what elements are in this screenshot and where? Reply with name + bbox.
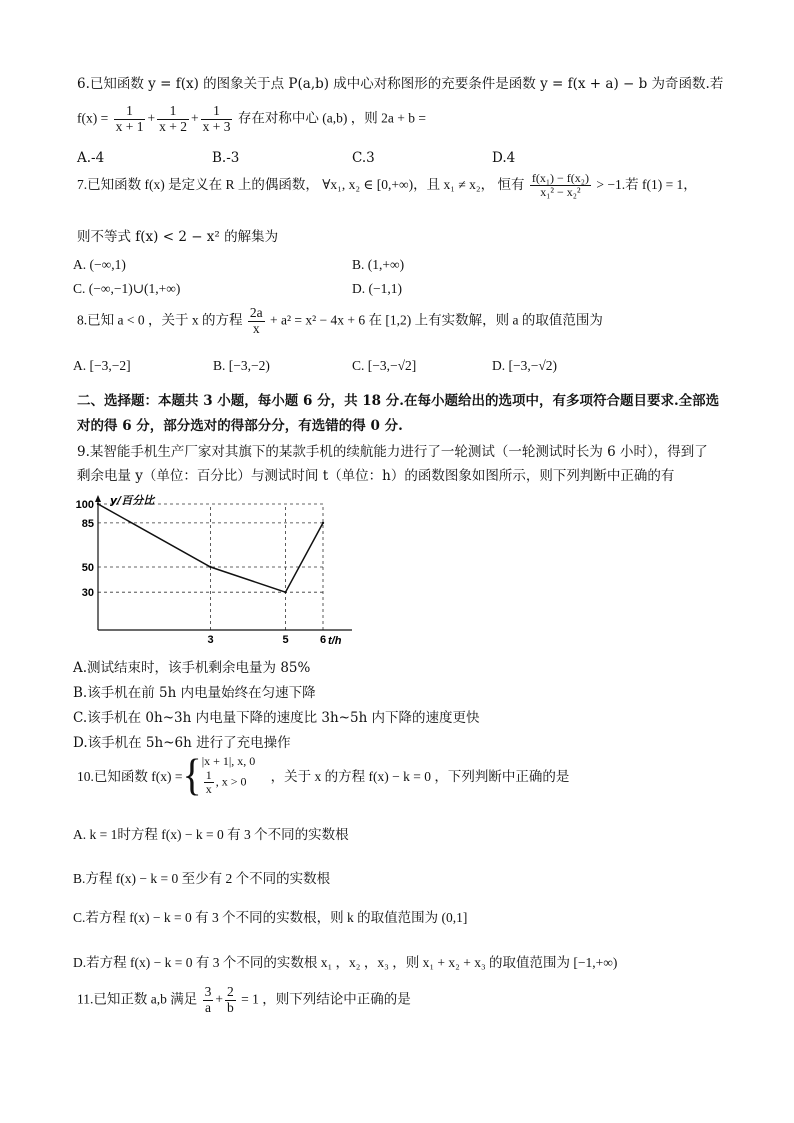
battery-line	[98, 504, 323, 592]
plus-sign: +	[147, 110, 156, 126]
y-tick-label: 100	[75, 499, 94, 511]
x-axis-label: t/h	[328, 635, 342, 645]
q6-option-d: D.4	[492, 150, 516, 166]
q8-option-d: D. [−3,−√2)	[492, 358, 558, 373]
y-tick-label: 85	[81, 517, 94, 530]
q7-option-a: A. (−∞,1)	[73, 257, 126, 272]
q6-frac-2: $\frac{1}{x + 2}$	[159, 103, 187, 134]
q6-f-prefix: f(x) =	[77, 110, 109, 126]
q7-line2: 则不等式 f(x) < 2 − x² 的解集为	[77, 229, 279, 245]
q10-case1: |x + 1|, x, 0	[201, 754, 256, 768]
q6-line2-suffix: 存在对称中心 (a,b) ，则 2a + b =	[237, 110, 426, 126]
x-tick-label: 3	[207, 634, 214, 645]
q10-prefix: 10.已知函数 f(x) =	[77, 769, 183, 785]
y-tick-label: 30	[81, 587, 94, 600]
q11-frac-2: $\frac{2}{b}$	[227, 984, 234, 1015]
q10-cases	[202, 754, 256, 796]
chart-labels	[76, 494, 342, 645]
plus-sign: +	[215, 991, 223, 1007]
q8-option-b: B. [−3,−2)	[213, 358, 270, 373]
y-axis-arrow	[95, 495, 101, 502]
q8-option-c: C. [−3,−√2]	[352, 358, 417, 373]
q7-option-b: B. (1,+∞)	[352, 257, 405, 272]
q9-option-d: D.该手机在 5h~6h 进行了充电操作	[73, 735, 291, 751]
q8-line	[77, 306, 603, 337]
q11-frac-1: $\frac{3}{a}$	[204, 984, 212, 1015]
plus-sign: +	[190, 110, 199, 126]
q10-option-d: D.若方程 f(x) − k = 0 有 3 个不同的实数根 x₁ ，x₂ ，x₃ ，则 x₁ + x₂ + x₃ 的取值范围为 [−1,+∞)	[73, 955, 618, 970]
y-axis-label: y/百分比	[110, 494, 155, 507]
q10-option-b: B.方程 f(x) − k = 0 至少有 2 个不同的实数根	[73, 871, 331, 886]
q8-fraction: $\frac{2a}{x}$	[249, 305, 263, 336]
q10-case2-frac: $\frac{1}{x}$	[205, 768, 212, 797]
data-point	[97, 503, 99, 505]
data-point	[284, 591, 286, 593]
q10-option-c: C.若方程 f(x) − k = 0 有 3 个不同的实数根，则 k 的取值范围为 (0,1]	[73, 910, 468, 925]
q6-line1: 6.已知函数 y = f(x) 的图象关于点 P(a,b) 成中心对称图形的充要条件是函数 y = f(x + a) − b 为奇函数.若	[77, 76, 724, 92]
q9-option-c: C.该手机在 0h~3h 内电量下降的速度比 3h~5h 内下降的速度更快	[73, 710, 480, 726]
section2-line1: 二、选择题：本题共 3 小题，每小题 6 分，共 18 分.在每小题给出的选项中，有多项符合题目要求.全部选	[77, 393, 720, 409]
q9-option-b: B.该手机在前 5h 内电量始终在匀速下降	[73, 685, 316, 701]
q6-frac-1: $\frac{1}{x + 1}$	[115, 103, 144, 134]
battery-chart	[70, 490, 360, 645]
q10-option-a: A. k = 1时方程 f(x) − k = 0 有 3 个不同的实数根	[73, 827, 349, 842]
q9-line1: 9.某智能手机生产厂家对其旗下的某款手机的续航能力进行了一轮测试（一轮测试时长为 6 小时），得到了	[77, 444, 708, 460]
data-point	[209, 566, 211, 568]
q6-option-b: B.-3	[212, 150, 240, 166]
q6-option-c: C.3	[352, 150, 375, 166]
q8-option-a: A. [−3,−2]	[73, 358, 131, 373]
q7-line1-text: 7.已知函数 f(x) 是定义在 R 上的偶函数， ∀x₁, x₂ ∈ [0,+∞)，且 x₁ ≠ x₂， 恒有	[77, 176, 525, 192]
q6-frac-3: $\frac{1}{x + 3}$	[202, 103, 231, 134]
q7-line1	[77, 172, 697, 199]
y-tick-label: 50	[81, 562, 94, 574]
q6-line2	[77, 104, 426, 135]
chart-axes	[95, 495, 352, 630]
section2-line2: 对的得 6 分，部分选对的得部分分，有选错的得 0 分.	[77, 418, 403, 434]
q11-suffix: = 1 ，则下列结论中正确的是	[241, 991, 411, 1007]
q10-line	[77, 749, 570, 800]
x-tick-label: 5	[282, 634, 289, 645]
x-tick-label: 6	[319, 634, 327, 645]
q7-fraction: $\frac{\text{f(x₁) − f(x₂)}}{\text{x₁² − x₂²}}$	[531, 171, 589, 200]
q7-option-d: D. (−1,1)	[352, 281, 402, 296]
q9-line2: 剩余电量 y（单位：百分比）与测试时间 t（单位：h）的函数图象如图所示，则下列判断中正确的有	[77, 468, 675, 484]
q8-text: 8.已知 a < 0 ，关于 x 的方程	[77, 312, 243, 328]
data-point	[322, 522, 324, 524]
q7-option-c: C. (−∞,−1)∪(1,+∞)	[73, 281, 181, 296]
q11-line	[77, 985, 411, 1016]
q6-option-a: A.-4	[77, 150, 105, 166]
q9-option-a: A.测试结束时，该手机剩余电量为 85%	[73, 660, 311, 676]
q10-suffix: ，关于 x 的方程 f(x) − k = 0 ，下列判断中正确的是	[270, 769, 570, 785]
q10-case2: $\frac{1}{x}$ , x > 0	[205, 768, 247, 797]
q8-text-tail: + a² = x² − 4x + 6 在 [1,2) 上有实数解，则 a 的取值范围为	[269, 312, 603, 328]
q7-line1-tail: > −1.若 f(1) = 1，	[596, 176, 697, 192]
q11-prefix: 11.已知正数 a,b 满足	[77, 991, 198, 1007]
left-brace: {	[182, 749, 202, 800]
